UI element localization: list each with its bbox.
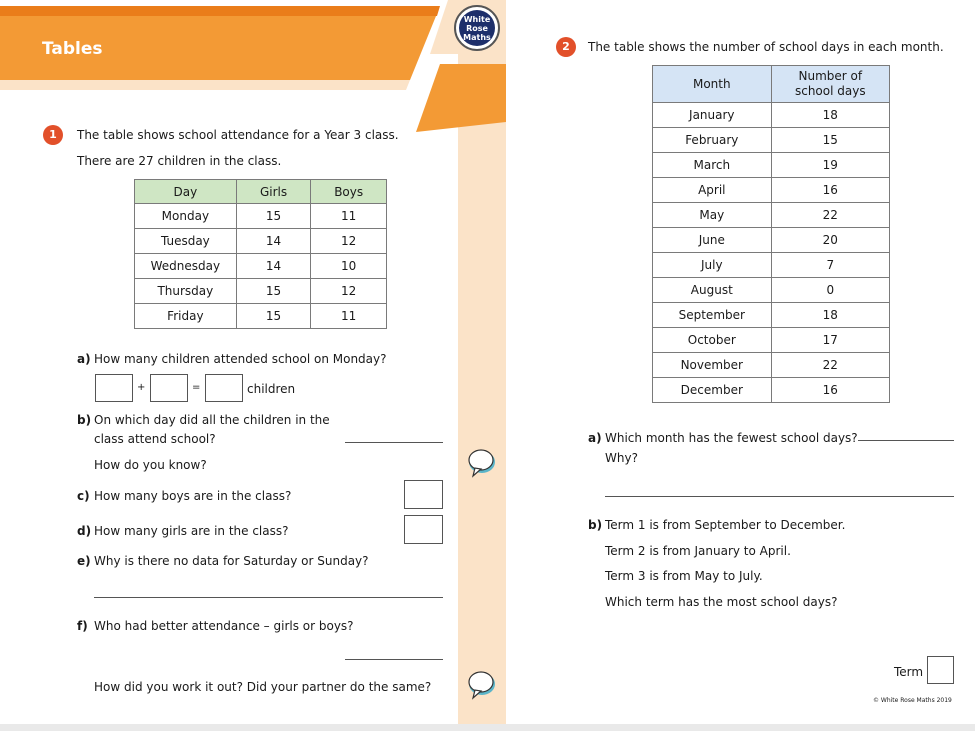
table-cell: 22 (771, 203, 889, 228)
discussion-bubble-icon (466, 448, 498, 480)
table-cell: August (653, 278, 772, 303)
q1c-label: c) (77, 489, 90, 503)
question-2-number: 2 (556, 37, 576, 57)
table-cell: January (653, 103, 772, 128)
q1e-label: e) (77, 554, 91, 568)
table-header: Girls (236, 180, 311, 204)
table-row (653, 128, 890, 153)
table-cell: 7 (771, 253, 889, 278)
table-header: Month (653, 66, 772, 103)
table-cell: 15 (236, 279, 311, 304)
table-cell: March (653, 153, 772, 178)
q1c-text: How many boys are in the class? (94, 489, 292, 503)
q1b-label: b) (77, 413, 92, 427)
table-cell: October (653, 328, 772, 353)
table-cell: 10 (311, 254, 387, 279)
table-cell: 14 (236, 229, 311, 254)
table-cell: July (653, 253, 772, 278)
q2b-answer-prefix: Term (894, 665, 924, 679)
q1f-label: f) (77, 619, 88, 633)
table-cell: November (653, 353, 772, 378)
q2b-text-line3: Term 3 is from May to July. (605, 569, 763, 583)
q1-intro-line1: The table shows school attendance for a Year 3 class. (77, 128, 399, 142)
q2a-why: Why? (605, 451, 638, 465)
q1f-answer-line[interactable] (345, 659, 443, 660)
q1e-answer-line[interactable] (94, 597, 443, 598)
table-cell: 0 (771, 278, 889, 303)
q1b-text-line1: On which day did all the children in the (94, 413, 330, 427)
table-header: Boys (311, 180, 387, 204)
table-cell: May (653, 203, 772, 228)
q1b-text-line2: class attend school? (94, 432, 216, 446)
table-cell: Tuesday (135, 229, 237, 254)
table-cell: Friday (135, 304, 237, 329)
q2b-answer-box[interactable] (927, 656, 954, 684)
table-cell: 14 (236, 254, 311, 279)
table-cell: 17 (771, 328, 889, 353)
logo-text-1: White (463, 15, 491, 24)
table-cell: 15 (236, 304, 311, 329)
q1a-label: a) (77, 352, 91, 366)
table-row (135, 204, 387, 229)
table-cell: June (653, 228, 772, 253)
table-cell: 22 (771, 353, 889, 378)
banner-bottom-edge (0, 80, 410, 90)
table-row (135, 254, 387, 279)
discussion-bubble-icon (466, 670, 498, 702)
table-row (653, 103, 890, 128)
table-cell: 11 (311, 204, 387, 229)
q2b-text-line1: Term 1 is from September to December. (605, 518, 846, 532)
table-row (653, 353, 890, 378)
table-cell: 19 (771, 153, 889, 178)
banner-corner (416, 64, 506, 132)
table-cell: 15 (236, 204, 311, 229)
header-banner (0, 0, 506, 135)
q2b-text-line4: Which term has the most school days? (605, 595, 838, 609)
table-cell: 18 (771, 103, 889, 128)
q1d-label: d) (77, 524, 92, 538)
table-cell: 15 (771, 128, 889, 153)
table-cell: 16 (771, 178, 889, 203)
table-cell: 12 (311, 279, 387, 304)
bottom-strip (0, 724, 975, 731)
table-row (653, 378, 890, 403)
school-days-table (652, 65, 890, 403)
table-row (135, 304, 387, 329)
logo-text-2: Rose (466, 24, 488, 33)
table-row (653, 328, 890, 353)
q2b-label: b) (588, 518, 603, 532)
table-cell: Thursday (135, 279, 237, 304)
q2a-answer-line[interactable] (858, 440, 954, 441)
q2a-why-answer-line[interactable] (605, 496, 954, 497)
copyright-text: © White Rose Maths 2019 (873, 697, 952, 704)
q1f-text: Who had better attendance – girls or boys? (94, 619, 354, 633)
table-row (135, 279, 387, 304)
q1a-answer-box-3[interactable] (205, 374, 243, 402)
page-title: Tables (42, 39, 103, 59)
table-row (653, 303, 890, 328)
q1a-answer-box-1[interactable] (95, 374, 133, 402)
table-cell: 16 (771, 378, 889, 403)
q1-intro-line2: There are 27 children in the class. (77, 154, 282, 168)
table-row (653, 153, 890, 178)
table-header (771, 66, 889, 103)
table-cell: Monday (135, 204, 237, 229)
table-cell: Wednesday (135, 254, 237, 279)
q1d-answer-box[interactable] (404, 515, 443, 544)
table-row (135, 229, 387, 254)
table-cell: February (653, 128, 772, 153)
white-rose-logo (454, 5, 500, 51)
q1e-text: Why is there no data for Saturday or Sunday? (94, 554, 369, 568)
q2b-text-line2: Term 2 is from January to April. (605, 544, 791, 558)
question-1-number: 1 (43, 125, 63, 145)
table-cell: 18 (771, 303, 889, 328)
logo-text-3: Maths (463, 33, 491, 42)
table-cell: December (653, 378, 772, 403)
plus-sign: + (137, 382, 146, 393)
banner-top-edge (0, 6, 440, 16)
q1a-unit: children (247, 382, 296, 396)
q2a-label: a) (588, 431, 602, 445)
table-row (653, 228, 890, 253)
equals-sign: = (192, 382, 201, 393)
table-header-line: Number of (798, 69, 863, 83)
q1b-answer-line[interactable] (345, 442, 443, 443)
table-row (653, 278, 890, 303)
table-header-line: school days (794, 84, 866, 98)
table-cell: 20 (771, 228, 889, 253)
table-cell: 12 (311, 229, 387, 254)
attendance-table (134, 179, 387, 329)
table-row (653, 253, 890, 278)
q1c-answer-box[interactable] (404, 480, 443, 509)
q2-intro: The table shows the number of school days in each month. (588, 40, 944, 54)
q1f-text-line2: How did you work it out? Did your partner do the same? (94, 680, 432, 694)
q1a-text: How many children attended school on Monday? (94, 352, 387, 366)
q1b-text-line3: How do you know? (94, 458, 207, 472)
q1d-text: How many girls are in the class? (94, 524, 289, 538)
table-cell: April (653, 178, 772, 203)
q2a-text: Which month has the fewest school days? (605, 431, 858, 445)
table-row (653, 203, 890, 228)
q1a-answer-box-2[interactable] (150, 374, 188, 402)
table-header: Day (135, 180, 237, 204)
table-cell: 11 (311, 304, 387, 329)
table-cell: September (653, 303, 772, 328)
table-row (653, 178, 890, 203)
